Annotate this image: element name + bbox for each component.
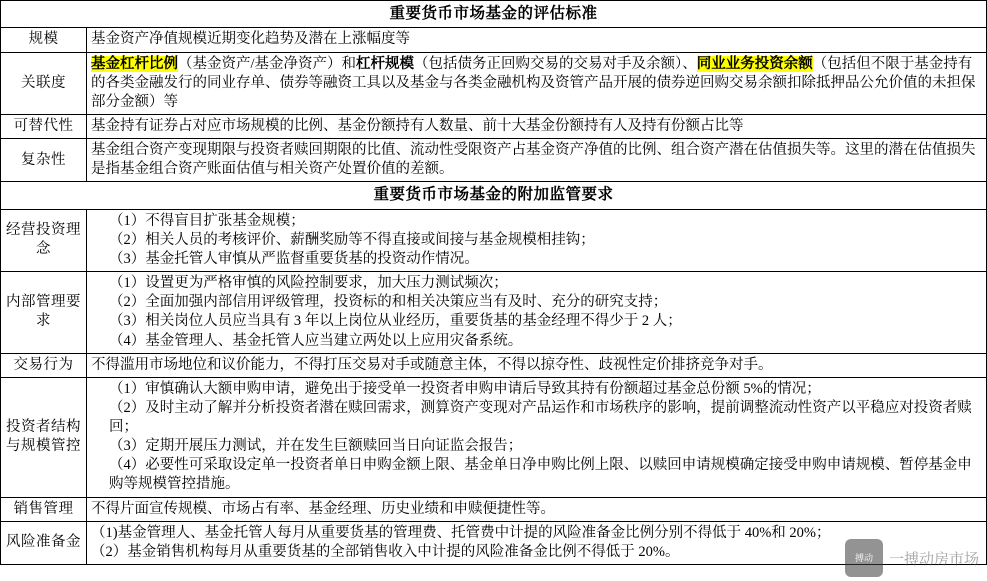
table-row	[1, 52, 987, 114]
row-text-internal-management	[87, 272, 987, 354]
relevance-seg6: （包括但不限于基金持有的各类金融发行的同业存单、债券等融资工具以及基金与各类金融机构及资管产品开展的债券逆回购交易余额扣除抵押品公允价值的未担保部分金额）等	[91, 55, 976, 110]
list-item: （2）及时主动了解并分析投资者潜在赎回需求，测算资产变现对产品运作和市场秩序的影响，提前调整流动性资产以平稳应对投资者赎回；	[109, 399, 972, 436]
row-text-investor-structure	[87, 377, 987, 497]
row-text-relevance	[87, 52, 987, 114]
list-item: 不得片面宣传规模、市场占有率、基金经理、历史业绩和申赎便捷性等。	[91, 500, 555, 517]
list-item: 不得滥用市场地位和议价能力，不得打压交易对手或随意主体，不得以掠夺性、歧视性定价排挤竞争对手。	[91, 356, 773, 373]
row-label-scale: 规模	[1, 28, 87, 52]
list-item: （4）必要性可采取设定单一投资者单日申购金额上限、基金单日净申购比例上限、以赎回申请规模确定接受申购申请规模、暂停基金申购等规模管控措施。	[109, 457, 972, 493]
relevance-seg4: （包括债务正回购交易的交易对手及余额）、	[414, 55, 697, 72]
list-item: （3）基金托管人审慎从严监督重要货基的投资动作情况。	[109, 251, 479, 268]
bold-leverage-scale: 杠杆规模	[356, 55, 415, 72]
section-header-evaluation-criteria	[1, 1, 987, 28]
list-item: （2）基金销售机构每月从重要货基的全部销售收入中计提的风险准备金比例不得低于 20%。	[91, 543, 680, 560]
row-text-business-philosophy	[87, 209, 987, 271]
row-label-investor-structure: 投资者结构与规模管控	[1, 377, 87, 497]
list-item: （3）定期开展压力测试，并在发生巨额赎回当日向证监会报告；	[109, 438, 523, 455]
row-label-sales-management: 销售管理	[1, 497, 87, 521]
row-label-risk-reserve: 风险准备金	[1, 521, 87, 564]
row-label-substitutability: 可替代性	[1, 114, 87, 138]
highlight-leverage-ratio: 基金杠杆比例	[91, 55, 178, 72]
row-text-sales-management	[87, 497, 987, 521]
list-item: （2）全面加强内部信用评级管理，投资标的和相关决策应当有及时、充分的研究支持；	[109, 294, 668, 311]
list-item: （4）基金管理人、基金托管人应当建立两处以上应用灾备系统。	[109, 332, 523, 349]
list-item: （3）相关岗位人员应当具有 3 年以上岗位从业经历，重要货基的基金经理不得少于 2 人；	[109, 313, 682, 330]
row-text-complexity: 基金组合资产变现期限与投资者赎回期限的比值、流动性受限资产占基金资产净值的比例、组合资产潜在估值损失等。这里的潜在估值损失是指基金组合资产账面估值与相关资产处置价值的差额。	[87, 139, 987, 182]
highlight-interbank-investment-balance: 同业业务投资余额	[696, 55, 813, 72]
table-row	[1, 114, 987, 138]
list-item: （1）设置更为严格审慎的风险控制要求，加大压力测试频次；	[109, 275, 508, 292]
watermark-logo-icon: 搏动	[845, 539, 883, 577]
list-item: （1）审慎确认大额申购申请，避免出于接受单一投资者申购申请后导致其持有份额超过基金总份额 5%的情况；	[109, 380, 821, 397]
section-header-additional-requirements	[1, 182, 987, 209]
list-item: （1)基金管理人、基金托管人每月从重要货基的管理费、托管费中计提的风险准备金比例分别不得低于 40%和 20%；	[91, 524, 831, 541]
table-row	[1, 28, 987, 52]
row-label-business-philosophy: 经营投资理念	[1, 209, 87, 271]
section1-title: 重要货币市场基金的评估标准	[1, 1, 987, 28]
table-row	[1, 377, 987, 497]
watermark-text: 一搏动房市场	[888, 551, 979, 568]
table-row	[1, 272, 987, 354]
section2-title: 重要货币市场基金的附加监管要求	[1, 182, 987, 209]
table-row	[1, 497, 987, 521]
row-label-complexity: 复杂性	[1, 139, 87, 182]
row-text-risk-reserve	[87, 521, 987, 564]
row-label-relevance: 关联度	[1, 52, 87, 114]
list-item: （2）相关人员的考核评价、薪酬奖励等不得直接或间接与基金规模相挂钩；	[109, 231, 595, 248]
table-row	[1, 521, 987, 564]
table-row	[1, 209, 987, 271]
row-text-substitutability: 基金持有证券占对应市场规模的比例、基金份额持有人数量、前十大基金份额持有人及持有份额占比等	[87, 114, 987, 138]
row-text-scale: 基金资产净值规模近期变化趋势及潜在上涨幅度等	[87, 28, 987, 52]
row-text-trading-behavior	[87, 353, 987, 377]
table-row	[1, 139, 987, 182]
list-item: （1）不得盲目扩张基金规模；	[109, 212, 305, 229]
row-label-internal-management: 内部管理要求	[1, 272, 87, 354]
relevance-seg2: （基金资产/基金净资产）和	[178, 55, 357, 72]
row-label-trading-behavior: 交易行为	[1, 353, 87, 377]
table-row	[1, 353, 987, 377]
